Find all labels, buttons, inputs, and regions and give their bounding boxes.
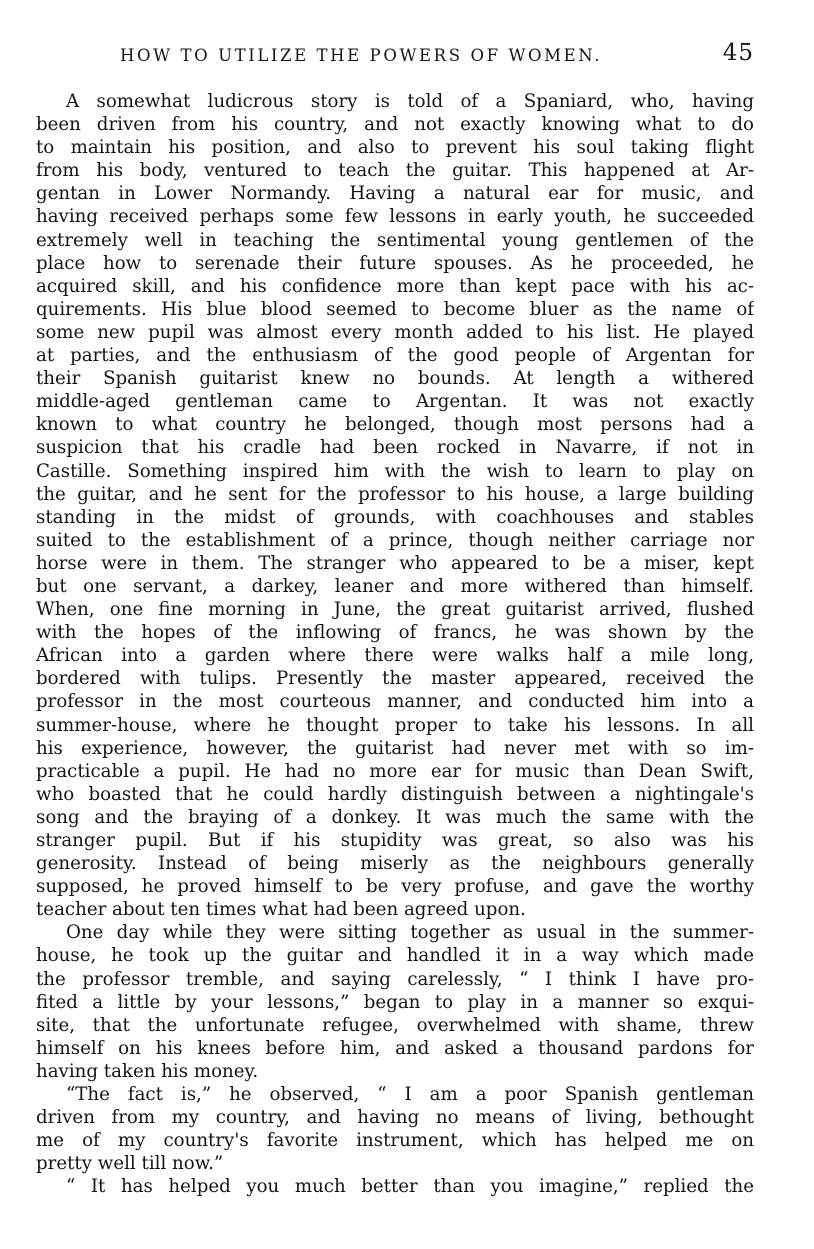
text-line: A somewhat ludicrous story is told of a Spaniard, who, having	[66, 91, 754, 112]
text-line: driven from my country, and having no means of living, bethought	[36, 1107, 754, 1129]
text-line: practicable a pupil. He had no more ear for music than Dean Swift,	[36, 760, 754, 782]
text-line: with the hopes of the inflowing of francs, he was shown by the	[36, 622, 754, 644]
text-line: house, he took up the guitar and handled it in a way which made	[36, 945, 754, 967]
text-line: supposed, he proved himself to be very profuse, and gave the worthy	[36, 876, 754, 898]
text-line: suspicion that his cradle had been rocked in Navarre, if not in	[36, 437, 754, 459]
text-line: horse were in them. The stranger who appeared to be a miser, kept	[36, 552, 754, 574]
text-line: bordered with tulips. Presently the master appeared, received the	[36, 668, 754, 690]
text-line: When, one fine morning in June, the great guitarist arrived, flushed	[36, 599, 754, 621]
text-line: but one servant, a darkey, leaner and more withered than himself.	[36, 575, 754, 597]
text-line: his experience, however, the guitarist had never met with so im-	[36, 737, 754, 759]
paragraph	[36, 90, 754, 921]
text-line: their Spanish guitarist knew no bounds. At length a withered	[36, 368, 754, 390]
text-line: known to what country he belonged, though most persons had a	[36, 414, 754, 436]
text-line: been driven from his country, and not exactly knowing what to do	[36, 114, 754, 136]
text-line: who boasted that he could hardly distinguish between a nightingale's	[36, 783, 754, 805]
text-line: quirements. His blue blood seemed to become bluer as the name of	[36, 298, 754, 320]
text-line: middle-aged gentleman came to Argentan. It was not exactly	[36, 391, 754, 413]
text-line: One day while they were sitting together as usual in the summer-	[66, 922, 754, 944]
text-line: place how to serenade their future spouses. As he proceeded, he	[36, 252, 754, 274]
text-line: generosity. Instead of being miserly as the neighbours generally	[36, 853, 754, 875]
text-line: “The fact is,” he observed, “ I am a poor Spanish gentleman	[66, 1084, 754, 1106]
text-line: summer-house, where he thought proper to take his lessons. In all	[36, 714, 754, 736]
running-title: HOW TO UTILIZE THE POWERS OF WOMEN.	[120, 46, 603, 65]
text-line: to maintain his position, and also to prevent his soul taking flight	[36, 137, 754, 159]
text-line: professor in the most courteous manner, and conducted him into a	[36, 691, 754, 713]
text-line: “ It has helped you much better than you imagine,” replied the	[66, 1176, 754, 1198]
page-number: 45	[722, 40, 754, 66]
text-line: extremely well in teaching the sentimental young gentlemen of the	[36, 229, 754, 251]
text-line: the guitar, and he sent for the professor to his house, a large building	[36, 483, 754, 505]
text-line: the professor tremble, and saying carelessly, “ I think I have pro-	[36, 968, 754, 990]
body-text	[36, 90, 754, 1199]
text-line: having taken his money.	[36, 1060, 259, 1082]
text-line: Castille. Something inspired him with the wish to learn to play on	[36, 460, 754, 482]
text-line: himself on his knees before him, and asked a thousand pardons for	[36, 1037, 754, 1059]
paragraph	[36, 1083, 754, 1175]
text-line: me of my country's favorite instrument, which has helped me on	[36, 1130, 754, 1152]
text-line: acquired skill, and his confidence more than kept pace with his ac-	[36, 275, 754, 297]
text-line: suited to the establishment of a prince, though neither carriage nor	[36, 529, 754, 551]
paragraph	[36, 921, 754, 1083]
text-line: from his body, ventured to teach the guitar. This happened at Ar-	[36, 160, 754, 182]
text-line: African into a garden where there were walks half a mile long,	[36, 645, 754, 667]
text-line: pretty well till now.”	[36, 1153, 224, 1175]
paragraph	[36, 1175, 754, 1198]
text-line: gentan in Lower Normandy. Having a natural ear for music, and	[36, 183, 754, 205]
text-line: having received perhaps some few lessons in early youth, he succeeded	[36, 206, 754, 228]
text-line: some new pupil was almost every month added to his list. He played	[36, 321, 754, 343]
text-line: song and the braying of a donkey. It was much the same with the	[36, 806, 754, 828]
text-line: standing in the midst of grounds, with coachhouses and stables	[36, 506, 754, 528]
text-line: site, that the unfortunate refugee, overwhelmed with shame, threw	[36, 1014, 754, 1036]
text-line: at parties, and the enthusiasm of the good people of Argentan for	[36, 345, 754, 367]
text-line: stranger pupil. But if his stupidity was great, so also was his	[36, 830, 754, 851]
running-head	[36, 38, 756, 78]
text-line: teacher about ten times what had been agreed upon.	[36, 899, 526, 921]
text-line: fited a little by your lessons,” began to play in a manner so exqui-	[36, 991, 754, 1013]
